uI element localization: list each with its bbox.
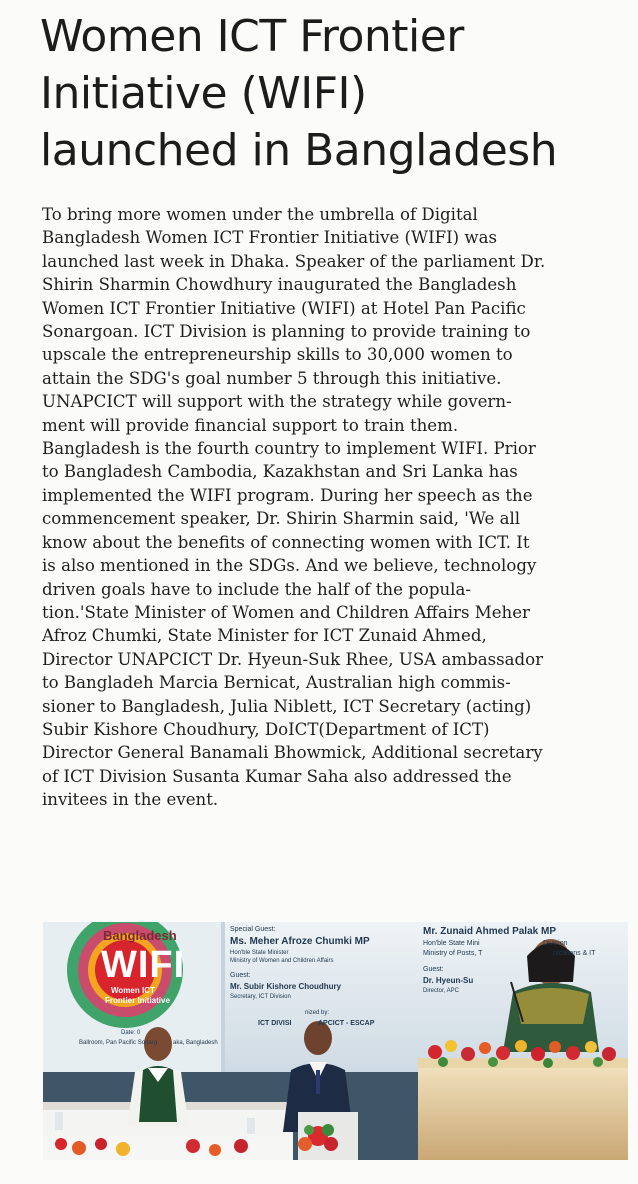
body-line: attain the SDG's goal number 5 through this initiative. xyxy=(42,368,502,388)
article-body xyxy=(42,203,630,812)
banner-guest1-title1: Hon'ble State Minister xyxy=(230,950,289,956)
body-line: invitees in the event. xyxy=(42,790,219,810)
venue-text: Ballroom, Pan Pacific Sonarg xyxy=(79,1040,158,1046)
body-line: of ICT Division Susanta Kumar Saha also addressed the xyxy=(42,766,512,786)
headline-line-1: Women ICT Frontier xyxy=(40,11,464,62)
body-line: Bangladesh is the fourth country to implement WIFI. Prior xyxy=(42,439,536,459)
banner-guest3-title2b: nications & IT xyxy=(553,950,596,957)
banner-guest3-title1b: Division xyxy=(543,940,568,947)
venue-text-2: aka, Bangladesh xyxy=(173,1040,218,1046)
logo-wifi-text: WIFI xyxy=(101,944,186,986)
logo-sub1-text: Women ICT xyxy=(111,986,155,995)
event-photo xyxy=(43,922,628,1160)
banner-guest1-name: Ms. Meher Afroze Chumki MP xyxy=(230,936,370,947)
body-line: sioner to Bangladesh, Julia Niblett, ICT Secretary (acting) xyxy=(42,696,532,716)
body-line: Director UNAPCICT Dr. Hyeun-Suk Rhee, USA ambassador xyxy=(42,649,544,669)
banner-guest2-title: Secretary, ICT Division xyxy=(230,994,291,1000)
banner-guest1-title2: Ministry of Women and Children Affairs xyxy=(230,958,334,964)
headline-line-2: Initiative (WIFI) xyxy=(40,68,367,119)
banner-label-guest-2: Guest: xyxy=(423,966,444,973)
banner-guest2-name: Mr. Subir Kishore Choudhury xyxy=(230,982,342,991)
body-line: Shirin Sharmin Chowdhury inaugurated the Bangladesh xyxy=(42,275,517,295)
banner-guest4-title: Director, APC xyxy=(423,988,460,994)
body-line: Women ICT Frontier Initiative (WIFI) at Hotel Pan Pacific xyxy=(42,298,526,318)
body-line: Afroz Chumki, State Minister for ICT Zunaid Ahmed, xyxy=(42,626,487,646)
banner-organizer-2: APCICT - ESCAP xyxy=(318,1020,375,1027)
headline-line-3: launched in Bangladesh xyxy=(40,125,558,176)
body-line: UNAPCICT will support with the strategy while govern- xyxy=(42,392,512,412)
body-line: to Bangladesh Cambodia, Kazakhstan and Sri Lanka has xyxy=(42,462,518,482)
body-line: to Bangladeh Marcia Bernicat, Australian high commis- xyxy=(42,673,511,693)
headline xyxy=(40,8,630,179)
body-line: implemented the WIFI program. During her speech as the xyxy=(42,485,533,505)
body-line: To bring more women under the umbrella of Digital xyxy=(42,205,478,224)
body-line: is also mentioned in the SDGs. And we believe, technology xyxy=(42,556,537,576)
logo-top-text: Bangladesh xyxy=(103,928,177,943)
banner-guest3-title2: Ministry of Posts, T xyxy=(423,950,483,957)
banner-label-guest: Guest: xyxy=(230,972,251,979)
logo-sub2-text: Frontier Initiative xyxy=(105,996,170,1005)
body-line: commencement speaker, Dr. Shirin Sharmin said, 'We all xyxy=(42,509,521,529)
body-line: driven goals have to include the half of the popula- xyxy=(42,579,471,599)
banner-organized-by: nized by: xyxy=(305,1010,330,1016)
body-line: upscale the entrepreneurship skills to 30,000 women to xyxy=(42,345,513,365)
banner-guest4-name: Dr. Hyeun-Su xyxy=(423,976,474,985)
body-line: ment will provide financial support to train them. xyxy=(42,415,459,435)
body-line: launched last week in Dhaka. Speaker of the parliament Dr. xyxy=(42,251,546,271)
banner-guest3-name: Mr. Zunaid Ahmed Palak MP xyxy=(423,926,556,937)
banner-guest3-title1: Hon'ble State Mini xyxy=(423,940,480,947)
banner-label-special-guest: Special Guest: xyxy=(230,926,276,933)
body-line: tion.'State Minister of Women and Children Affairs Meher xyxy=(42,602,530,622)
body-line: Subir Kishore Choudhury, DoICT(Department of ICT) xyxy=(42,719,490,739)
banner-organizer-1: ICT DIVISI xyxy=(258,1020,292,1027)
body-line: Director General Banamali Bhowmick, Additional secretary xyxy=(42,743,543,763)
date-text: Date: 0 xyxy=(121,1030,141,1036)
body-line: Bangladesh Women ICT Frontier Initiative (WIFI) was xyxy=(42,228,498,248)
body-line: Sonargoan. ICT Division is planning to provide training to xyxy=(42,322,531,342)
body-line: know about the benefits of connecting women with ICT. It xyxy=(42,532,530,552)
